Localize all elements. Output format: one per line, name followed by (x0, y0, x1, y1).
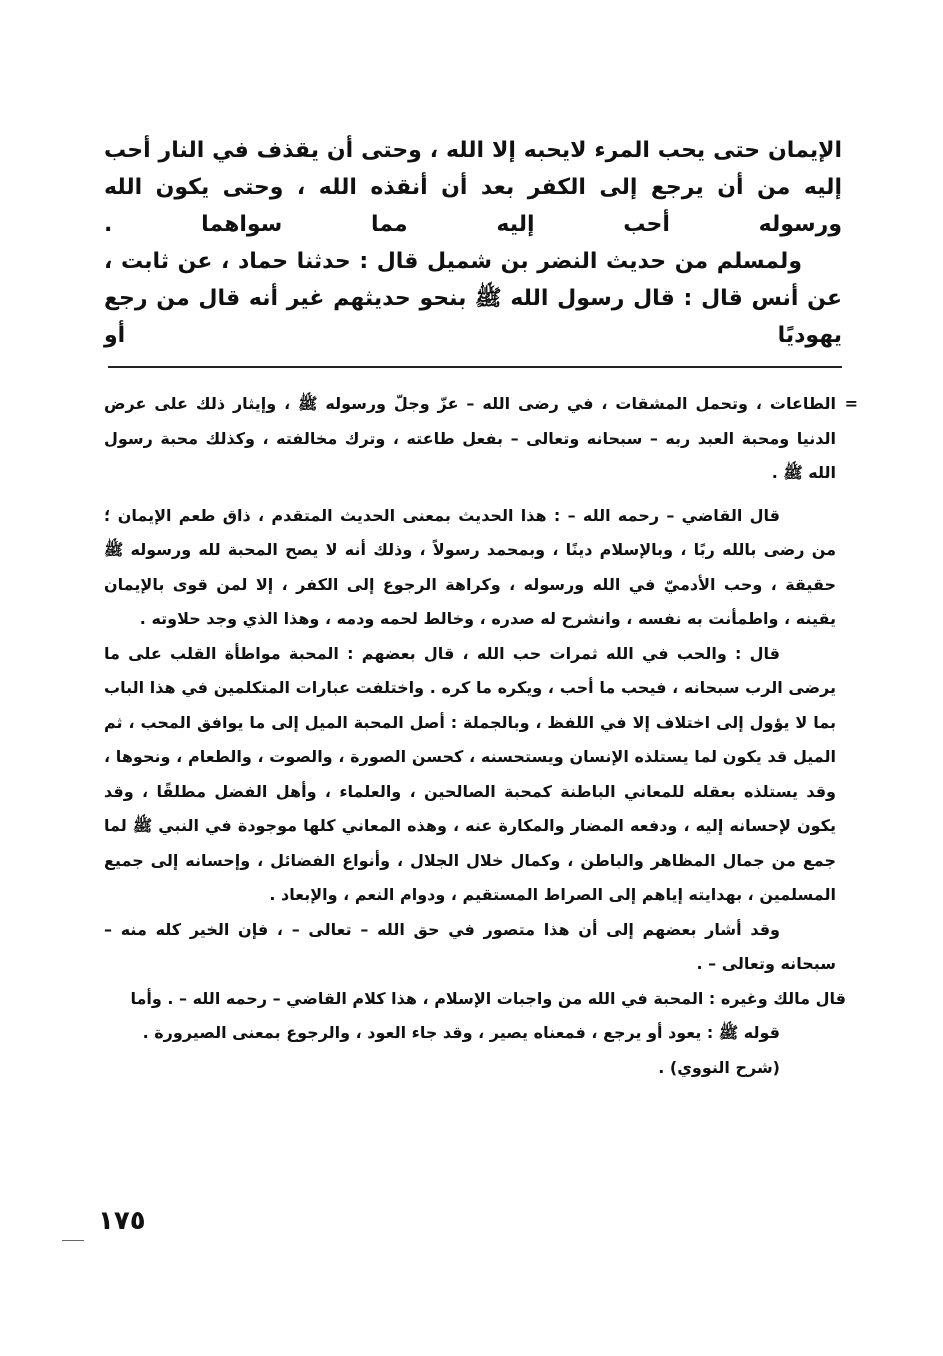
footnote-paragraph: قال القاضي – رحمه الله – : هذا الحديث بمعنى الحديث المتقدم ، ذاق طعم الإيمان ؛ من رضى بالله ربًا ، وبالإسلام دينًا ، وبمحمد رسولاً ، وذلك أنه لا يصح المحبة لله ورسوله ﷺ حقيقة ، وحب الأدميّ في الله ورسوله ، وكراهة الرجوع إلى الكفر ، إلا لمن قوى بالإيمان يقينه ، واطمأنت به نفسه ، وانشرح له صدره ، وخالط لحمه ودمه ، وهذا الذي وجد حلاوته . (104, 505, 836, 628)
main-text-block (104, 132, 842, 354)
main-paragraph: الإيمان حتى يحب المرء لايحبه إلا الله ، وحتى أن يقذف في النار أحب إليه من أن يرجع إلى الكفر بعد أن أنقذه الله ، وحتى يكون الله ورسوله أحب إليه مما سواهما . (104, 138, 842, 237)
footnote-text: الطاعات ، وتحمل المشقات ، في رضى الله – عزّ وجلّ ورسوله ﷺ ، وإيثار ذلك على عرض الدنيا ومحبة العبد ربه – سبحانه وتعالى – بفعل طاعته ، وترك مخالفته ، وكذلك محبة رسول الله ﷺ . (104, 394, 836, 482)
continuation-mark: = (844, 394, 858, 413)
footnote-paragraph: قوله ﷺ : يعود أو يرجع ، فمعناه يصير ، وقد جاء العود ، والرجوع بمعنى الصيرورة . (142, 1023, 780, 1042)
spacer (104, 491, 836, 499)
footnote-paragraph: قال مالك وغيره : المحبة في الله من واجبات الإسلام ، هذا كلام القاضي – رحمه الله – . وأما (130, 988, 846, 1008)
footnote-separator (108, 366, 842, 368)
footnotes-block (104, 387, 858, 1085)
footnote-paragraph: قال : والحب في الله ثمرات حب الله ، قال بعضهم : المحبة مواطأة القلب على ما يرضى الرب سبحانه ، فيحب ما أحب ، ويكره ما كره . واختلفت عبارات المتكلمين في هذا الباب بما لا يؤول إلى اختلاف إلا في اللفظ ، وبالجملة : أصل المحبة الميل إلى ما يوافق المحب ، ثم الميل قد يكون لما يستلذه الإنسان ويستحسنه ، كحسن الصورة ، والصوت ، والطعام ، ونحوها ، وقد يستلذه بعقله للمعاني الباطنة كمحبة الصالحين ، والعلماء ، وأهل الفضل مطلقًا ، وقد يكون لإحسانه إليه ، ودفعه المضار والمكارة عنه ، وهذه المعاني كلها موجودة في النبي ﷺ لما جمع من جمال المظاهر والباطن ، وكمال خلال الجلال ، وأنواع الفضائل ، وإحسانه إلى جميع المسلمين ، بهدايته إياهم إلى الصراط المستقيم ، ودوام النعم ، والإبعاد . (104, 643, 836, 904)
main-paragraph: ولمسلم من حديث النضر بن شميل قال : حدثنا حماد ، عن ثابت ، عن أنس قال : قال رسول الله ﷺ بنحو حديثهم غير أنه قال من رجع يهوديًا أو (104, 249, 842, 348)
page-number: ١٧٥ (98, 1206, 146, 1236)
footnote-paragraph: وقد أشار بعضهم إلى أن هذا متصور في حق الله – تعالى – ، فإن الخير كله منه – سبحانه وتعالى – . (104, 919, 836, 973)
footnote-paragraph (104, 387, 858, 491)
corner-line (62, 1240, 84, 1241)
footnote-source: (شرح النووي) . (658, 1057, 780, 1077)
